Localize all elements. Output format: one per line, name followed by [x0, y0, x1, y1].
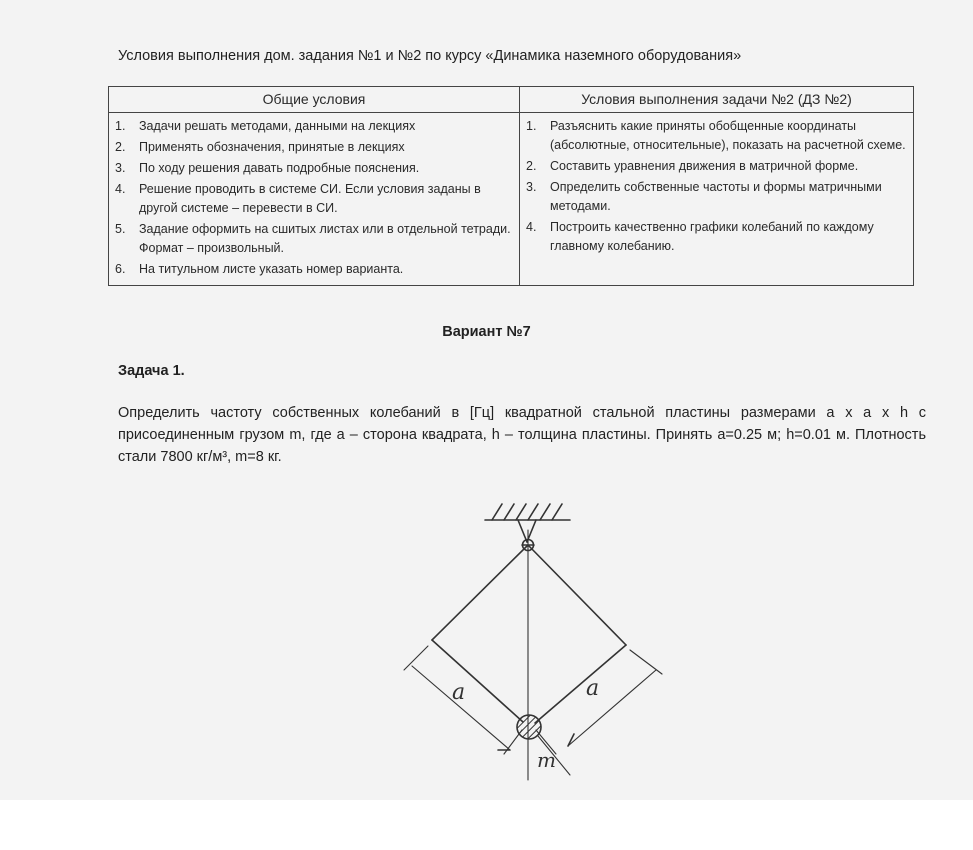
dimension-line-left — [412, 666, 510, 750]
list-item — [115, 180, 513, 218]
mass-label: m — [537, 748, 556, 772]
item-text: Построить качественно графики колебаний по каждому главному колебанию. — [550, 220, 874, 253]
item-text: Составить уравнения движения в матричной форме. — [550, 159, 859, 173]
list-item — [526, 218, 907, 256]
column-header-task2: Условия выполнения задачи №2 (ДЗ №2) — [520, 87, 914, 113]
ceiling-hatching — [492, 504, 562, 520]
side-length-label-right: a — [586, 676, 600, 701]
page-margin — [0, 800, 973, 850]
variant-heading: Вариант №7 — [442, 324, 531, 340]
item-text: Разъяснить какие приняты обобщенные координаты (абсолютные, относительные), показать на расчетной схеме. — [550, 119, 906, 152]
item-text: Задачи решать методами, данными на лекциях — [139, 119, 416, 133]
plate-edge-upper-left — [432, 545, 528, 640]
task2-conditions-cell — [520, 113, 914, 286]
item-number: 5. — [115, 222, 126, 236]
list-item — [115, 220, 513, 258]
list-item — [115, 260, 513, 279]
side-length-label-left: a — [452, 680, 466, 705]
item-number: 1. — [526, 119, 537, 133]
item-number: 1. — [115, 119, 126, 133]
task-text: Определить частоту собственных колебаний в [Гц] квадратной стальной пластины размерами a x a x h с присоединенным грузом m, где a – сторона квадрата, h – толщина пластины. Принять a=0.25 м; h=0.01 м. Плотность стали 7800 кг/м³, m=8 кг. — [118, 405, 926, 465]
item-text: Определить собственные частоты и формы матричными методами. — [550, 180, 882, 213]
list-item — [115, 138, 513, 157]
item-text: Решение проводить в системе СИ. Если условия заданы в другой системе – перевести в СИ. — [139, 182, 481, 215]
plate-edge-lower-right — [535, 645, 626, 723]
general-conditions-cell — [109, 113, 520, 286]
list-item — [526, 117, 907, 155]
plate-edge-upper-right — [528, 545, 626, 645]
extension-line-left — [404, 646, 428, 670]
item-text: По ходу решения давать подробные пояснения. — [139, 161, 420, 175]
dimension-line-right — [568, 670, 656, 746]
item-number: 3. — [115, 161, 126, 175]
list-item — [526, 178, 907, 216]
item-text: На титульном листе указать номер варианта. — [139, 262, 404, 276]
extension-line-right — [630, 650, 662, 674]
plate-pendulum-diagram — [380, 490, 680, 790]
item-number: 6. — [115, 262, 126, 276]
item-text: Задание оформить на сшитых листах или в отдельной тетради. Формат – произвольный. — [139, 222, 511, 255]
item-text: Применять обозначения, принятые в лекциях — [139, 140, 405, 154]
item-number: 3. — [526, 180, 537, 194]
document-header: Условия выполнения дом. задания №1 и №2 по курсу «Динамика наземного оборудования» — [118, 48, 742, 64]
general-conditions-list — [115, 117, 513, 279]
task-title: Задача 1. — [118, 363, 185, 379]
list-item — [115, 159, 513, 178]
list-item — [115, 117, 513, 136]
item-number: 4. — [115, 182, 126, 196]
hanger-left — [518, 520, 527, 542]
attached-mass — [517, 715, 541, 739]
conditions-table — [108, 86, 914, 286]
item-number: 2. — [526, 159, 537, 173]
column-header-general: Общие условия — [109, 87, 520, 113]
diagram-drawing — [380, 490, 680, 790]
item-number: 2. — [115, 140, 126, 154]
plate-edge-lower-left — [432, 640, 523, 722]
task2-conditions-list — [526, 117, 907, 256]
list-item — [526, 157, 907, 176]
item-number: 4. — [526, 220, 537, 234]
